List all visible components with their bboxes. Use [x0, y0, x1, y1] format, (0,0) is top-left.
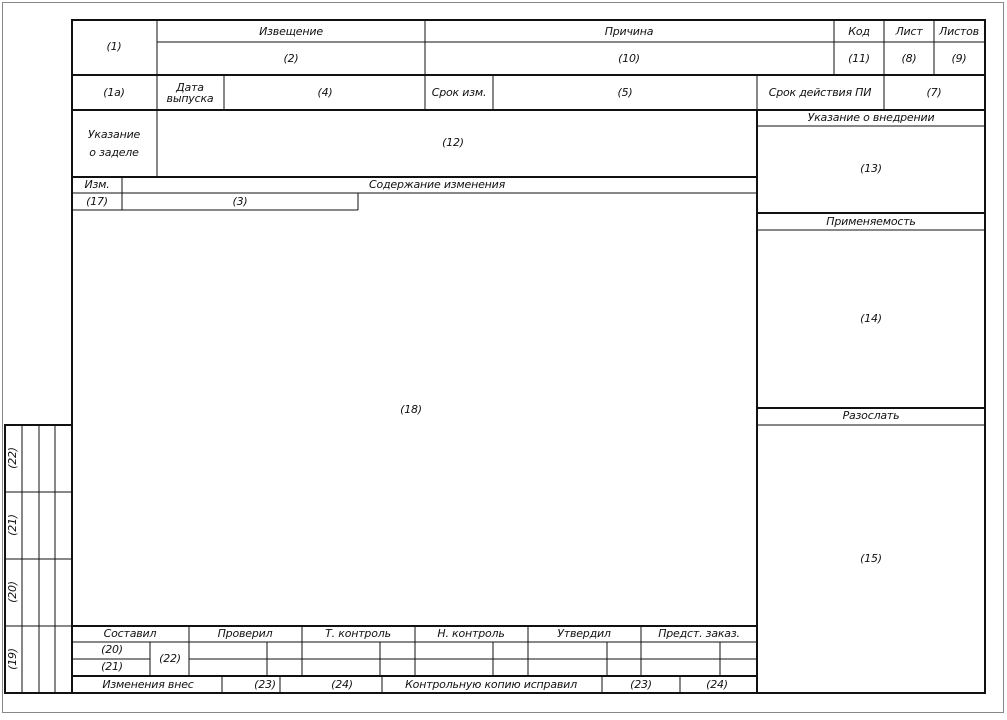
change-no-label: Изм. — [84, 178, 110, 191]
change-deadline-value: (5) — [617, 86, 633, 99]
backlog-value: (12) — [442, 136, 464, 149]
checked-label: Проверил — [217, 627, 273, 640]
reason-value: (10) — [618, 52, 640, 65]
cell-1a: (1а) — [103, 86, 125, 99]
applicability-value: (14) — [860, 312, 882, 325]
content-value: (3) — [232, 195, 248, 208]
compiled-value-21: (21) — [101, 660, 123, 673]
changes-made-value-23: (23) — [254, 678, 276, 691]
validity-value: (7) — [926, 86, 942, 99]
sheet-label: Лист — [895, 25, 923, 38]
control-copy-value-24: (24) — [706, 678, 728, 691]
compiled-label: Составил — [103, 627, 157, 640]
control-copy-label: Контрольную копию исправил — [405, 678, 577, 691]
validity-label: Срок действия ПИ — [768, 86, 872, 99]
distribute-value: (15) — [860, 552, 882, 565]
release-date-label: Дата выпуска — [166, 81, 214, 105]
sheets-label: Листов — [939, 25, 979, 38]
control-copy-value-23: (23) — [630, 678, 652, 691]
sheets-value: (9) — [951, 52, 967, 65]
change-deadline-label: Срок изм. — [431, 86, 487, 99]
content-label: Содержание изменения — [368, 178, 506, 191]
backlog-label: Указание о заделе — [87, 128, 141, 159]
notice-label: Извещение — [259, 25, 323, 38]
compiled-value-22: (22) — [159, 652, 181, 665]
distribute-label: Разослать — [842, 409, 900, 422]
customer-rep-label: Предст. заказ. — [658, 627, 740, 640]
compiled-value-20: (20) — [101, 643, 123, 656]
changes-made-value-24: (24) — [331, 678, 353, 691]
implementation-value: (13) — [860, 162, 882, 175]
sheet-value: (8) — [901, 52, 917, 65]
changes-made-label: Изменения внес — [102, 678, 194, 691]
notice-value: (2) — [283, 52, 299, 65]
code-value: (11) — [848, 52, 870, 65]
applicability-label: Применяемость — [826, 215, 916, 228]
implementation-label: Указание о внедрении — [807, 111, 935, 124]
approved-label: Утвердил — [557, 627, 611, 640]
release-date-value: (4) — [317, 86, 333, 99]
code-label: Код — [848, 25, 870, 38]
reason-label: Причина — [604, 25, 654, 38]
strip-cell-20: (20) — [6, 581, 19, 603]
tech-control-label: Т. контроль — [325, 627, 391, 640]
strip-cell-22: (22) — [6, 447, 19, 469]
norm-control-label: Н. контроль — [437, 627, 505, 640]
change-no-value: (17) — [86, 195, 108, 208]
strip-cell-21: (21) — [6, 514, 19, 536]
strip-cell-19: (19) — [6, 648, 19, 670]
cell-1: (1) — [106, 40, 122, 53]
change-body-value: (18) — [400, 403, 422, 416]
